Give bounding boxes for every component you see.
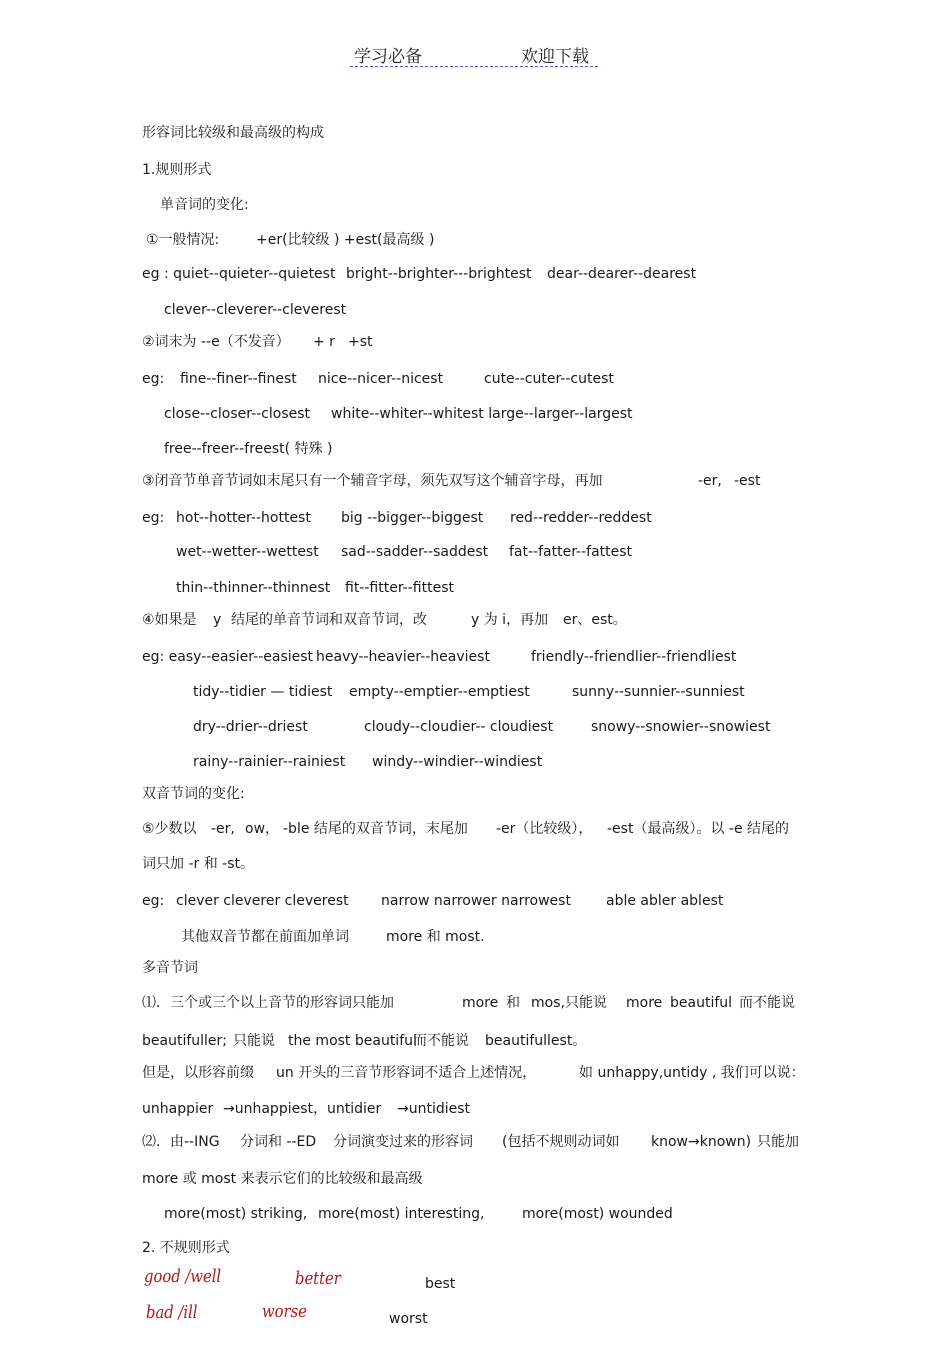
m1c-b: un 开头的三音节形容词不适合上述情况， [276,1065,537,1081]
rule-5-e: -er（比较级）， [496,821,593,837]
rule-5-c: ow， [245,821,280,837]
multi-rule-2b: more 或 most 来表示它们的比较级和最高级 [142,1171,423,1187]
rule-5-d: -ble 结尾的双音节词，末尾加 [283,821,468,837]
example: tidy--tidier — tidiest [193,684,333,700]
example: friendly--friendlier--friendliest [531,649,737,665]
handwritten-worse: worse [262,1301,307,1322]
rule-4-c: 结尾的单音节词和双音节词，改 [231,612,427,628]
example: eg : quiet--quieter--quietest [142,266,336,282]
example: fine--finer--finest [180,371,297,387]
rule-3-text: ③闭音节单音节词如末尾只有一个辅音字母，须先双写这个辅音字母，再加 [142,473,603,489]
m2-c: 分词演变过来的形容词 [333,1134,473,1150]
example: more(most) wounded [522,1206,673,1222]
eg-label: eg: [142,371,165,387]
example: heavy--heavier--heaviest [316,649,490,665]
page-header [350,42,598,67]
example: hot--hotter--hottest [176,510,311,526]
subsection-monosyllable: 单音词的变化: [160,197,249,213]
header-right: 欢迎下载 [521,47,589,67]
example: windy--windier--windiest [372,754,543,770]
rule-4-e: er、est。 [563,612,627,628]
example: eg: easy--easier--easiest [142,649,314,665]
m1-b: more [462,995,499,1011]
example: thin--thinner--thinnest [176,580,331,596]
example: clever cleverer cleverest [176,893,349,909]
handwritten-better: better [295,1268,341,1289]
m1-f: beautiful [670,995,733,1011]
eg-label: eg: [142,510,165,526]
example: clever--cleverer--cleverest [164,302,347,318]
m1-e: more [626,995,663,1011]
example: white--whiter--whitest large--larger--largest [331,406,633,422]
example: empty--emptier--emptiest [349,684,530,700]
rule-4-d: y 为 i，再加 [471,612,549,628]
example: free--freer--freest( 特殊 ) [164,441,333,457]
doc-title: 形容词比较级和最高级的构成 [142,125,324,141]
m1b-d: 而不能说 [413,1033,469,1049]
example: big --bigger--biggest [341,510,484,526]
example: sunny--sunnier--sunniest [572,684,745,700]
example: fit--fitter--fittest [345,580,454,596]
m1c-a: 但是，以形容前缀 [142,1065,254,1081]
rule-1-label: ①一般情况: [146,232,220,248]
m1-d: mos,只能说 [531,995,607,1011]
example: able abler ablest [606,893,724,909]
m1-g: 而不能说 [739,995,795,1011]
example: wet--wetter--wettest [176,544,319,560]
example: fat--fatter--fattest [509,544,633,560]
subsection-polysyllable: 多音节词 [142,960,198,976]
example: red--redder--reddest [510,510,652,526]
m2-a: ⑵．由--ING [142,1134,220,1150]
m1b-a: beautifuller; [142,1033,227,1049]
example: close--closer--closest [164,406,311,422]
m1-c: 和 [506,995,520,1011]
rule-2-st: +st [348,334,373,350]
m1d-a: unhappier [142,1101,214,1117]
example: narrow narrower narrowest [381,893,571,909]
rule-5-note-a: 其他双音节都在前面加单词 [181,929,349,945]
handwritten-good-well: good /well [144,1266,222,1287]
example: cloudy--cloudier-- cloudiest [364,719,554,735]
example: sad--sadder--saddest [341,544,489,560]
example: rainy--rainier--rainiest [193,754,346,770]
m2-d: (包括不规则动词如 [502,1134,620,1150]
rule-2-r: + r [313,334,335,350]
m1b-b: 只能说 [233,1033,275,1049]
rule-3-est: -est [734,473,761,489]
example: bright--brighter---brightest [346,266,532,282]
example: nice--nicer--nicest [318,371,444,387]
m1b-c: the most beautiful [288,1033,417,1049]
rule-5-f: -est（最高级）。以 -e 结尾的 [607,821,790,837]
subsection-disyllable: 双音节词的变化: [142,786,245,802]
m1-a: ⑴．三个或三个以上音节的形容词只能加 [142,995,394,1011]
m1d-b: →unhappiest，untidier [223,1101,382,1117]
rule-4-a: ④如果是 [142,612,197,628]
example: more(most) striking, [164,1206,308,1222]
m1b-e: beautifullest。 [485,1033,587,1049]
m1d-c: →untidiest [397,1101,471,1117]
eg-label: eg: [142,893,165,909]
m2-b: 分词和 --ED [240,1134,317,1150]
irregular-worst: worst [389,1311,428,1327]
rule-5-note-b: more 和 most. [386,929,485,945]
m1c-c: 如 unhappy,untidy , 我们可以说： [579,1065,805,1081]
example: more(most) interesting, [318,1206,485,1222]
rule-5-a: ⑤少数以 [142,821,197,837]
rule-2-label: ②词末为 --e（不发音） [142,334,290,350]
rule-1-text: +er(比较级 ) +est(最高级 ) [256,232,435,248]
header-left: 学习必备 [354,47,422,67]
handwritten-bad-ill: bad /ill [146,1302,198,1323]
m2-e: know→known) [651,1134,752,1150]
rule-3-er: -er, [698,473,722,489]
rule-5-continued: 词只加 -r 和 -st。 [142,856,254,872]
section-irregular: 2. 不规则形式 [142,1240,230,1256]
example: dear--dearer--dearest [547,266,697,282]
example: cute--cuter--cutest [484,371,614,387]
example: dry--drier--driest [193,719,308,735]
m2-f: 只能加 [757,1134,799,1150]
rule-4-b: y [213,612,222,628]
irregular-best: best [425,1276,456,1292]
example: snowy--snowier--snowiest [591,719,771,735]
section-regular: 1.规则形式 [142,162,212,178]
rule-5-b: -er, [211,821,235,837]
